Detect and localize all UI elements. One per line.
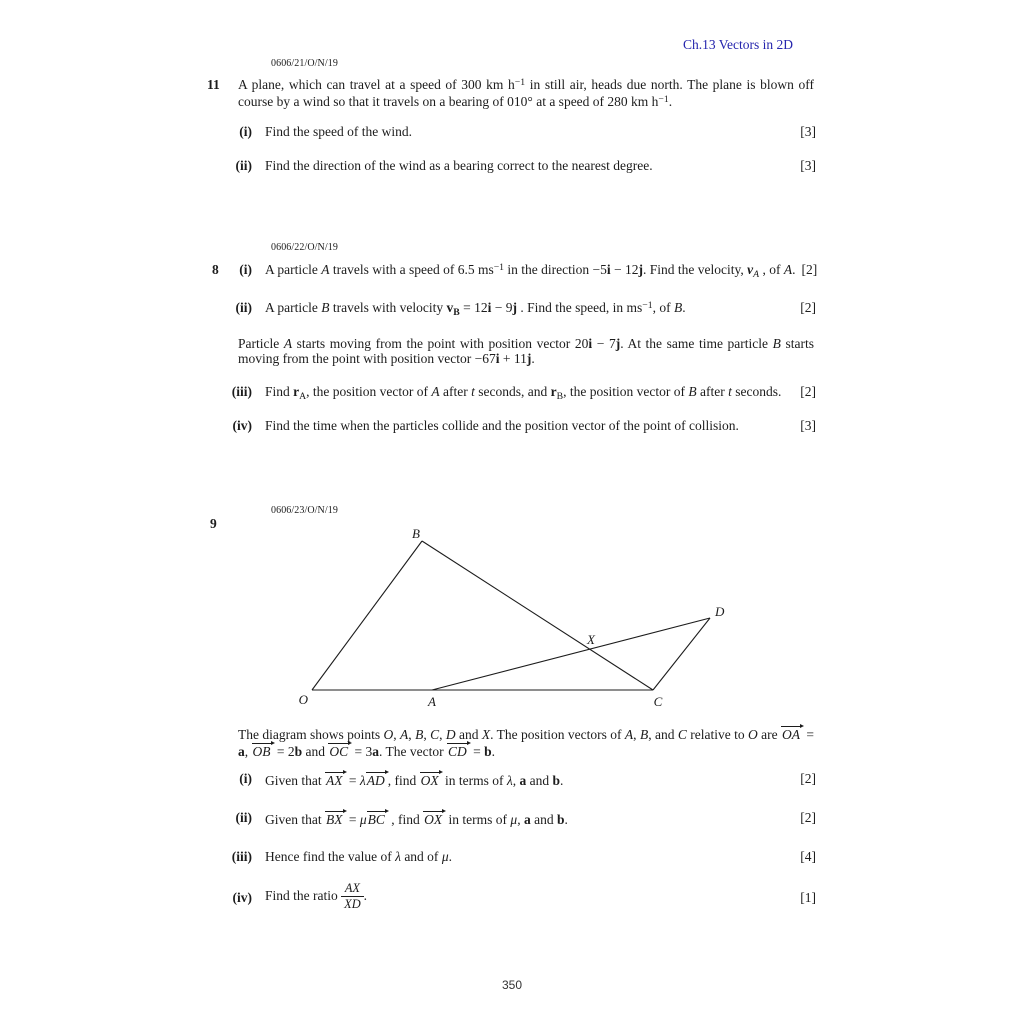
diagram-edge-OB — [312, 541, 422, 690]
q11-paper-code: 0606/21/O/N/19 — [271, 58, 338, 69]
geometry-diagram — [290, 520, 740, 715]
part-text: Find the time when the particles collide and the position vector of the point of collision. — [265, 418, 739, 433]
mark: [2] — [800, 771, 816, 786]
part-text: A particle B travels with velocity $v_B = 12i - 9j$ . Find the speed, in $ms^{-1}$, of B. — [265, 299, 686, 318]
diagram-label-X: X — [587, 632, 595, 647]
diagram-label-O: O — [298, 692, 308, 707]
part-label: (iv) — [232, 889, 252, 905]
q8-part-iii — [210, 384, 816, 401]
diagram-label-A: A — [428, 694, 436, 709]
part-text: Find the speed of the wind. — [265, 124, 412, 139]
part-label: (ii) — [235, 810, 252, 825]
q8-part-ii — [210, 300, 816, 317]
mark: [4] — [800, 849, 816, 864]
part-label: (i) — [239, 124, 252, 139]
q9-number: 9 — [210, 516, 217, 531]
part-label: (iv) — [232, 418, 252, 433]
diagram-label-C: C — [653, 694, 663, 709]
mark: [3] — [800, 158, 816, 173]
q9-part-i — [210, 771, 816, 788]
part-text: A particle A travels with a speed of 6.5 $ms^{-1}$ in the direction −5i − 12j. Find the velocity, $v_A$ , of A. — [265, 261, 796, 280]
part-label: (i) — [239, 262, 252, 277]
diagram-edge-BC — [422, 541, 653, 690]
mark: [2] — [800, 384, 816, 399]
q8-paper-code: 0606/22/O/N/19 — [271, 242, 338, 253]
mark: [3] — [800, 418, 816, 433]
q8-paragraph: Particle A starts moving from the point with position vector 20i − 7j. At the same time particle B starts moving from the point with position vector −67i + 11j. — [238, 336, 814, 366]
q9-part-ii — [210, 810, 816, 827]
diagram-edge-CD — [653, 618, 710, 690]
q8-part-iv — [210, 418, 816, 433]
q9-paper-code: 0606/23/O/N/19 — [271, 505, 338, 516]
mark: [1] — [800, 889, 816, 905]
q11-number: 11 — [207, 77, 220, 92]
part-text: Given that AX = λAD , find OX in terms of λ, a and b. — [265, 773, 564, 788]
q9-part-iii — [210, 849, 816, 864]
chapter-header: Ch.13 Vectors in 2D — [683, 37, 793, 52]
part-text: Find the direction of the wind as a bearing correct to the nearest degree. — [265, 158, 653, 173]
mark: [3] — [800, 124, 816, 139]
part-label: (i) — [239, 771, 252, 786]
part-text: Hence find the value of λ and of μ. — [265, 849, 452, 864]
q9-part-iv — [210, 881, 816, 913]
part-label: (ii) — [235, 158, 252, 173]
mark: [2] — [801, 262, 818, 277]
diagram-label-B: B — [412, 526, 420, 541]
page-number: 350 — [501, 978, 523, 992]
part-label: (iii) — [231, 849, 252, 864]
part-text: Given that BX = μBC , find OX in terms of μ, a and b. — [265, 812, 568, 827]
part-label: (ii) — [235, 300, 252, 315]
part-label: (iii) — [231, 384, 252, 399]
mark: [2] — [800, 810, 816, 825]
part-text: Find $r_A$, the position vector of A after t seconds, and $r_B$, the position vector of B after t seconds. — [265, 384, 782, 402]
diagram-edge-AD — [432, 618, 710, 690]
q9-paragraph: The diagram shows points O, A, B, C, D and X. The position vectors of A, B, and C relative to O are OA = a, OB = 2b and OC = 3a. The vector CD = b. — [238, 727, 815, 759]
q11-part-ii — [210, 158, 816, 173]
q11-body: A plane, which can travel at a speed of 300 km $h^{-1}$ in still air, heads due north. The plane is blown off course by a wind so that it travels on a bearing of 010° at a speed of 280 km $h^{-1}$. — [238, 76, 814, 109]
mark: [2] — [800, 300, 816, 315]
q11-part-i — [210, 124, 816, 139]
q8-number: 8 — [212, 262, 219, 277]
diagram-label-D: D — [715, 604, 725, 619]
part-text: Find the ratio $\frac{AX}{XD}$ . — [265, 881, 368, 911]
q8-part-i — [210, 262, 816, 279]
